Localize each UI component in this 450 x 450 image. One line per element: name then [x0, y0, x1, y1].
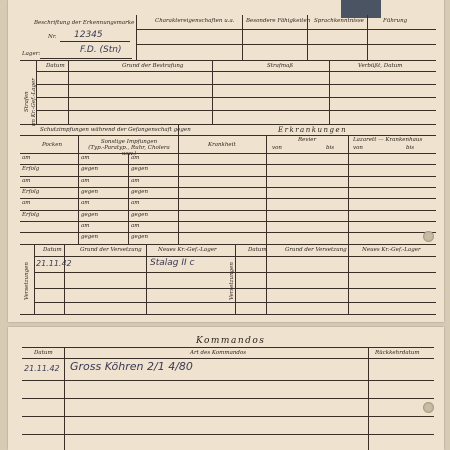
impfung-cell-pocken: Erfolg: [22, 211, 40, 218]
impfungen-col-sonstige: Sonstige Impfungen (Typ.-Paratyp., Ruhr, Cholera usw.): [88, 139, 170, 158]
impfung-cell-sonstige-1: gegen: [81, 234, 99, 241]
label-nr: Nr.: [48, 34, 57, 40]
label-erkennungsmarke: Beschriftung der Erkennungsmarke: [34, 20, 135, 26]
impfungen-title: Schutzimpfungen während der Gefangenschaft gegen: [40, 127, 191, 133]
impfung-cell-sonstige-1: am: [81, 155, 90, 161]
impfung-cell-sonstige-1: gegen: [81, 211, 99, 218]
strafen-col-grund: Grund der Bestrafung: [122, 63, 184, 69]
vers-col-neues-right: Neues Kr.-Gef.-Lager: [362, 247, 421, 253]
lazarett-von: von: [353, 145, 363, 151]
kommandos-col-rueckkehr: Rückkehrdatum: [375, 350, 420, 356]
vers-col-grund-right: Grund der Versetzung: [285, 247, 347, 253]
kommando-entry-art: Gross Köhren 2/1 4/80: [70, 360, 193, 373]
label-sprachkenntnisse: Sprachkenntnisse: [314, 18, 364, 24]
personal-card-back: [8, 0, 444, 322]
strafen-col-strafmass: Strafmaß: [267, 63, 294, 69]
label-fuehrung: Führung: [383, 18, 408, 24]
impfung-cell-sonstige-2: gegen: [131, 188, 149, 195]
impfung-cell-sonstige-2: am: [131, 155, 140, 161]
kommandos-col-datum: Datum: [34, 350, 53, 356]
versetzungen-side-label-left: Versetzungen: [24, 262, 30, 300]
vers-col-datum-right: Datum: [248, 247, 267, 253]
impfung-cell-sonstige-1: am: [81, 200, 90, 207]
vers-col-neues-left: Neues Kr.-Gef.-Lager: [158, 247, 217, 253]
erkrankungen-col-revier: Revier: [298, 137, 317, 143]
vers-entry-datum: 21.11.42: [36, 259, 72, 268]
impfung-cell-pocken: am: [22, 200, 31, 207]
impfung-cell-sonstige-1: am: [81, 177, 90, 184]
erkrankungen-col-lazarett: Lazarett — Krankenhaus: [353, 137, 423, 143]
strafen-side-label: Strafen: [24, 91, 30, 112]
vers-entry-lager: Stalag II c: [150, 258, 195, 268]
impfung-cell-sonstige-1: gegen: [81, 188, 99, 195]
impfung-cell-sonstige-2: gegen: [131, 166, 149, 173]
strafen-col-verbuesst: Verbüßt, Datum: [358, 63, 403, 69]
label-lager: Lager:: [22, 51, 41, 57]
strafen-col-datum: Datum: [46, 63, 65, 69]
revier-von: von: [272, 145, 282, 151]
index-tab: [341, 0, 381, 18]
impfung-cell-sonstige-2: am: [131, 200, 140, 207]
vers-col-datum-left: Datum: [43, 247, 62, 253]
punch-hole: [423, 231, 434, 242]
kommandos-col-art: Art des Kommandos: [190, 350, 247, 356]
impfung-cell-pocken: am: [22, 155, 31, 161]
kommandos-card: [8, 327, 444, 450]
kommandos-title: Kommandos: [196, 336, 266, 346]
impfung-cell-pocken: Erfolg: [22, 188, 40, 195]
punch-hole: [423, 402, 434, 413]
label-faehigkeiten: Besondere Fähigkeiten: [246, 18, 311, 24]
impfung-cell-sonstige-2: gegen: [131, 211, 149, 218]
impfung-cell-sonstige-1: am: [81, 222, 90, 229]
impfung-cell-sonstige-2: am: [131, 222, 140, 229]
impfung-cell-pocken: Erfolg: [22, 166, 40, 173]
impfung-cell-sonstige-2: gegen: [131, 234, 149, 241]
erkrankungen-title: Erkrankungen: [278, 126, 348, 134]
impfung-cell-pocken: am: [22, 177, 31, 184]
revier-bis: bis: [326, 145, 335, 151]
strafen-side-label-2: im Kr.-Gef.-Lager: [31, 78, 37, 126]
impfungen-col-pocken: Pocken: [42, 142, 62, 148]
label-charakter: Charaktereigenschaften u.a.: [155, 18, 235, 24]
vers-col-grund-left: Grund der Versetzung: [80, 247, 142, 253]
kommando-entry-datum: 21.11.42: [24, 364, 60, 373]
impfung-cell-sonstige-2: am: [131, 177, 140, 184]
erkrankungen-col-krankheit: Krankheit: [208, 142, 236, 148]
lager-value: F.D. (Stn): [80, 45, 122, 55]
versetzungen-side-label-right: Versetzungen: [229, 262, 235, 300]
nr-value: 12345: [74, 30, 103, 40]
lazarett-bis: bis: [406, 145, 415, 151]
impfung-cell-sonstige-1: gegen: [81, 166, 99, 173]
